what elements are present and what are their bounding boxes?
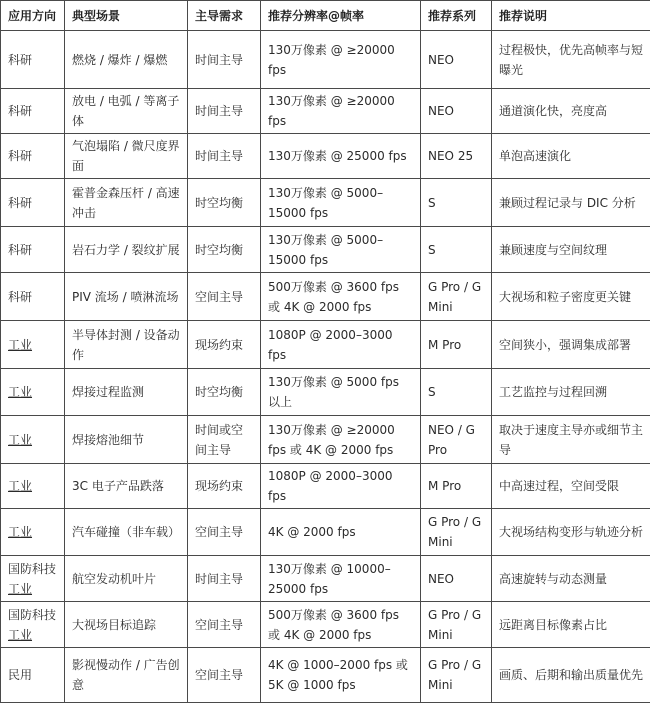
- resolution-cell: 4K @ 2000 fps: [261, 509, 421, 556]
- series-cell: G Pro / G Mini: [421, 273, 492, 321]
- note-cell: 大视场和粒子密度更关键: [492, 273, 650, 321]
- application-cell: [1, 416, 65, 464]
- table-row: [1, 369, 650, 416]
- resolution-cell: 130万像素 @ 5000–15000 fps: [261, 227, 421, 273]
- application-link-text[interactable]: 工业: [8, 582, 32, 596]
- demand-cell: 时间主导: [188, 31, 261, 89]
- application-cell: [1, 31, 65, 89]
- demand-cell: 空间主导: [188, 273, 261, 321]
- scenario-cell: 气泡塌陷 / 微尺度界面: [65, 134, 188, 179]
- header-dominant-demand: 主导需求: [188, 1, 261, 31]
- table-row: [1, 556, 650, 602]
- table-row: [1, 179, 650, 227]
- table-row: [1, 273, 650, 321]
- scenario-cell: 焊接熔池细节: [65, 416, 188, 464]
- scenario-cell: 焊接过程监测: [65, 369, 188, 416]
- note-cell: 画质、后期和输出质量优先: [492, 648, 650, 703]
- resolution-cell: 130万像素 @ 5000 fps 以上: [261, 369, 421, 416]
- table-row: [1, 227, 650, 273]
- demand-cell: 时间主导: [188, 134, 261, 179]
- note-cell: 中高速过程，空间受限: [492, 464, 650, 509]
- scenario-cell: 大视场目标追踪: [65, 602, 188, 648]
- resolution-cell: 1080P @ 2000–3000 fps: [261, 464, 421, 509]
- resolution-cell: 130万像素 @ ≥20000 fps: [261, 31, 421, 89]
- note-cell: 空间狭小，强调集成部署: [492, 321, 650, 369]
- note-cell: 取决于速度主导亦或细节主导: [492, 416, 650, 464]
- resolution-cell: 1080P @ 2000–3000 fps: [261, 321, 421, 369]
- application-cell: [1, 602, 65, 648]
- scenario-cell: 半导体封测 / 设备动作: [65, 321, 188, 369]
- series-cell: NEO / G Pro: [421, 416, 492, 464]
- application-link-text[interactable]: 工业: [8, 479, 32, 493]
- resolution-cell: 500万像素 @ 3600 fps 或 4K @ 2000 fps: [261, 273, 421, 321]
- table-row: [1, 602, 650, 648]
- demand-cell: 时间或空间主导: [188, 416, 261, 464]
- application-link-text[interactable]: 工业: [8, 433, 32, 447]
- application-cell: [1, 321, 65, 369]
- header-typical-scenario: 典型场景: [65, 1, 188, 31]
- scenario-cell: 霍普金森压杆 / 高速冲击: [65, 179, 188, 227]
- scenario-cell: 3C 电子产品跌落: [65, 464, 188, 509]
- application-cell: [1, 179, 65, 227]
- application-text: 民用: [8, 668, 32, 682]
- resolution-cell: 130万像素 @ 5000–15000 fps: [261, 179, 421, 227]
- demand-cell: 时间主导: [188, 556, 261, 602]
- application-text: 国防科技: [8, 608, 56, 622]
- resolution-cell: 130万像素 @ ≥20000 fps 或 4K @ 2000 fps: [261, 416, 421, 464]
- table-row: [1, 31, 650, 89]
- series-cell: M Pro: [421, 321, 492, 369]
- header-recommended-resolution-framerate: 推荐分辨率@帧率: [261, 1, 421, 31]
- header-application-direction: 应用方向: [1, 1, 65, 31]
- series-cell: G Pro / G Mini: [421, 509, 492, 556]
- table-row: [1, 134, 650, 179]
- series-cell: NEO: [421, 556, 492, 602]
- series-cell: S: [421, 179, 492, 227]
- scenario-cell: 岩石力学 / 裂纹扩展: [65, 227, 188, 273]
- series-cell: G Pro / G Mini: [421, 602, 492, 648]
- application-text: 科研: [8, 196, 32, 210]
- series-cell: NEO 25: [421, 134, 492, 179]
- series-cell: M Pro: [421, 464, 492, 509]
- application-link-text[interactable]: 工业: [8, 385, 32, 399]
- demand-cell: 时空均衡: [188, 227, 261, 273]
- application-cell: [1, 273, 65, 321]
- series-cell: G Pro / G Mini: [421, 648, 492, 703]
- table-row: [1, 416, 650, 464]
- application-text: 科研: [8, 149, 32, 163]
- application-text: 科研: [8, 243, 32, 257]
- note-cell: 通道演化快，亮度高: [492, 89, 650, 134]
- note-cell: 远距离目标像素占比: [492, 602, 650, 648]
- application-text: 科研: [8, 53, 32, 67]
- demand-cell: 现场约束: [188, 464, 261, 509]
- application-cell: [1, 464, 65, 509]
- application-cell: [1, 89, 65, 134]
- note-cell: 兼顾速度与空间纹理: [492, 227, 650, 273]
- note-cell: 工艺监控与过程回溯: [492, 369, 650, 416]
- table-row: [1, 321, 650, 369]
- table-row: [1, 89, 650, 134]
- series-cell: NEO: [421, 89, 492, 134]
- resolution-cell: 130万像素 @ 25000 fps: [261, 134, 421, 179]
- note-cell: 兼顾过程记录与 DIC 分析: [492, 179, 650, 227]
- series-cell: S: [421, 227, 492, 273]
- scenario-cell: 放电 / 电弧 / 等离子体: [65, 89, 188, 134]
- table-row: [1, 464, 650, 509]
- scenario-cell: 影视慢动作 / 广告创意: [65, 648, 188, 703]
- demand-cell: 空间主导: [188, 602, 261, 648]
- demand-cell: 时空均衡: [188, 369, 261, 416]
- header-recommendation-note: 推荐说明: [492, 1, 650, 31]
- application-cell: [1, 648, 65, 703]
- scenario-cell: 航空发动机叶片: [65, 556, 188, 602]
- application-cell: [1, 227, 65, 273]
- application-link-text[interactable]: 工业: [8, 338, 32, 352]
- note-cell: 过程极快，优先高帧率与短曝光: [492, 31, 650, 89]
- series-cell: NEO: [421, 31, 492, 89]
- note-cell: 大视场结构变形与轨迹分析: [492, 509, 650, 556]
- application-text: 科研: [8, 104, 32, 118]
- table-row: [1, 509, 650, 556]
- resolution-cell: 500万像素 @ 3600 fps 或 4K @ 2000 fps: [261, 602, 421, 648]
- application-cell: [1, 509, 65, 556]
- demand-cell: 空间主导: [188, 509, 261, 556]
- application-link-text[interactable]: 工业: [8, 628, 32, 642]
- application-cell: [1, 556, 65, 602]
- application-link-text[interactable]: 工业: [8, 525, 32, 539]
- note-cell: 单泡高速演化: [492, 134, 650, 179]
- application-cell: [1, 369, 65, 416]
- demand-cell: 现场约束: [188, 321, 261, 369]
- demand-cell: 空间主导: [188, 648, 261, 703]
- resolution-cell: 130万像素 @ ≥20000 fps: [261, 89, 421, 134]
- scenario-cell: 汽车碰撞（非车载）: [65, 509, 188, 556]
- series-cell: S: [421, 369, 492, 416]
- table-row: [1, 648, 650, 703]
- application-text: 科研: [8, 290, 32, 304]
- demand-cell: 时空均衡: [188, 179, 261, 227]
- application-text: 国防科技: [8, 562, 56, 576]
- table-header-row: [1, 1, 650, 31]
- header-recommended-series: 推荐系列: [421, 1, 492, 31]
- application-cell: [1, 134, 65, 179]
- demand-cell: 时间主导: [188, 89, 261, 134]
- scenario-cell: PIV 流场 / 喷淋流场: [65, 273, 188, 321]
- resolution-cell: 4K @ 1000–2000 fps 或 5K @ 1000 fps: [261, 648, 421, 703]
- scenario-cell: 燃烧 / 爆炸 / 爆燃: [65, 31, 188, 89]
- note-cell: 高速旋转与动态测量: [492, 556, 650, 602]
- resolution-cell: 130万像素 @ 10000–25000 fps: [261, 556, 421, 602]
